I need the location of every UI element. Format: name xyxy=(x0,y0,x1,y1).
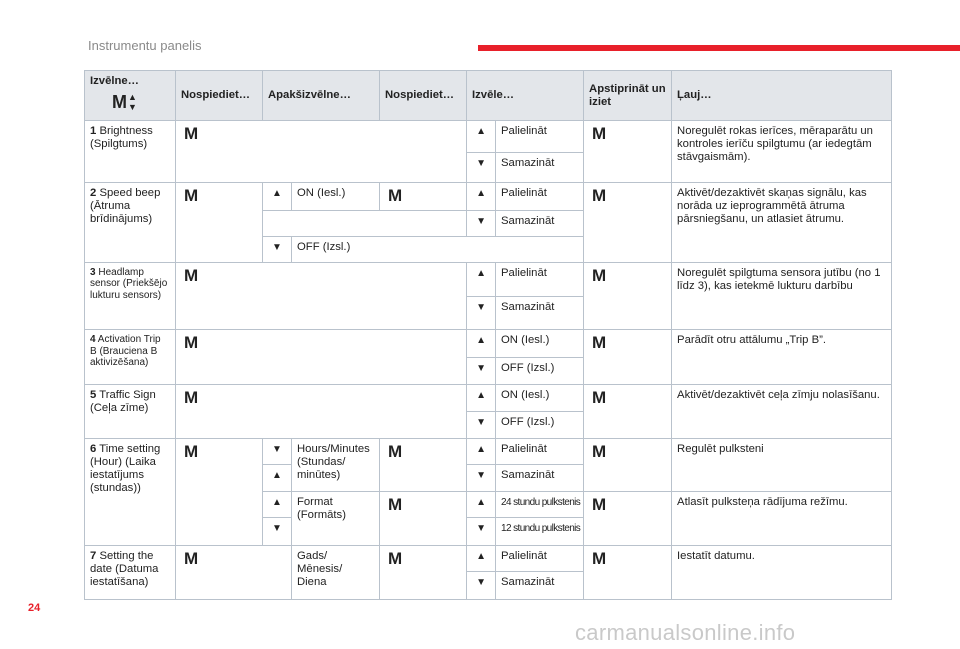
menu-item-time-setting: 6 Time setting (Hour) (Laika iestatījums (stundas)) xyxy=(85,438,176,545)
description: Noregulēt spilgtuma sensora jutību (no 1 līdz 3), kas ietekmē lukturu darbību xyxy=(672,262,892,329)
press-cell xyxy=(380,545,467,599)
table-row xyxy=(85,438,892,465)
option-label: Palielināt xyxy=(496,262,584,296)
menu-button-icon: M xyxy=(184,265,199,285)
confirm-cell xyxy=(584,385,672,438)
table-header-row xyxy=(85,71,892,121)
header-allows: Ļauj… xyxy=(672,71,892,121)
header-confirm: Apstiprināt un iziet xyxy=(584,71,672,121)
submenu-label: ON (Iesl.) xyxy=(292,183,380,211)
menu-button-icon: M xyxy=(592,265,607,285)
menu-button-icon: M xyxy=(184,441,199,461)
down-arrow-icon: ▼ xyxy=(467,152,496,183)
option-label: Samazināt xyxy=(496,152,584,183)
confirm-cell xyxy=(584,183,672,263)
up-arrow-icon: ▲ xyxy=(263,491,292,518)
description: Iestatīt datumu. xyxy=(672,545,892,599)
description: Regulēt pulksteni xyxy=(672,438,892,491)
option-label: OFF (Izsl.) xyxy=(496,412,584,439)
section-title: Instrumentu panelis xyxy=(88,38,202,53)
press-cell xyxy=(176,121,467,183)
confirm-cell xyxy=(584,262,672,329)
option-label: 24 stundu pulkstenis xyxy=(496,491,584,518)
option-label: Palielināt xyxy=(496,121,584,153)
down-arrow-icon: ▼ xyxy=(263,518,292,546)
confirm-cell xyxy=(584,438,672,491)
press-cell xyxy=(380,183,467,211)
table-row xyxy=(85,330,892,358)
submenu-label: Gads/ Mēnesis/ Diena xyxy=(292,545,380,599)
menu-button-icon: M xyxy=(388,548,403,568)
menu-button-icon: M xyxy=(184,388,199,408)
menu-button-icon: M xyxy=(592,333,607,353)
header-menu: Izvēlne… M ▲ ▼ xyxy=(85,71,176,121)
description: Aktivēt/dezaktivēt skaņas signālu, kas norāda uz ieprogrammētā ātruma pārsniegšanu, un atlasiet ātrumu. xyxy=(672,183,892,263)
menu-button-icon: M xyxy=(388,494,403,514)
menu-button-icon: M xyxy=(592,494,607,514)
description: Aktivēt/dezaktivēt ceļa zīmju nolasīšanu. xyxy=(672,385,892,438)
table-row xyxy=(85,545,892,572)
description: Parādīt otru attālumu „Trip B”. xyxy=(672,330,892,385)
down-arrow-icon: ▼ xyxy=(467,210,496,237)
header-submenu: Apakšizvēlne… xyxy=(263,71,380,121)
option-label: ON (Iesl.) xyxy=(496,385,584,412)
option-label: Palielināt xyxy=(496,183,584,211)
menu-button-icon: M xyxy=(184,186,199,206)
header-press-2: Nospiediet… xyxy=(380,71,467,121)
down-arrow-icon: ▼ xyxy=(467,465,496,492)
table-row xyxy=(85,121,892,153)
down-arrow-icon: ▼ xyxy=(467,296,496,330)
menu-item-brightness: 1 Brightness (Spilgtums) xyxy=(85,121,176,183)
description: Atlasīt pulksteņa rādījuma režīmu. xyxy=(672,491,892,545)
page-number: 24 xyxy=(28,602,41,614)
option-label: Samazināt xyxy=(496,572,584,600)
menu-button-icon: M xyxy=(184,333,199,353)
down-arrow-icon: ▼ xyxy=(467,357,496,385)
option-label: Samazināt xyxy=(496,210,584,237)
option-label: Samazināt xyxy=(496,465,584,492)
header-accent-bar xyxy=(478,45,960,51)
submenu-label: OFF (Izsl.) xyxy=(292,237,584,263)
up-arrow-icon: ▲ xyxy=(467,491,496,518)
up-arrow-icon: ▲ xyxy=(467,183,496,211)
header-select: Izvēle… xyxy=(467,71,584,121)
settings-menu-table xyxy=(84,70,892,600)
submenu-label: Format (Formāts) xyxy=(292,491,380,545)
up-arrow-icon: ▲ xyxy=(263,183,292,211)
option-label: Palielināt xyxy=(496,545,584,572)
up-arrow-icon: ▲ xyxy=(467,330,496,358)
up-arrow-icon: ▲ xyxy=(467,438,496,465)
menu-item-trip-b: 4 Activation Trip B (Brauciena B aktivizēšana) xyxy=(85,330,176,385)
up-arrow-icon: ▲ xyxy=(467,385,496,412)
menu-item-speed-beep: 2 Speed beep (Ātruma brīdinājums) xyxy=(85,183,176,263)
confirm-cell xyxy=(584,491,672,545)
menu-scroll-icon: M ▲ ▼ xyxy=(112,91,137,112)
menu-button-icon: M xyxy=(388,186,403,206)
confirm-cell xyxy=(584,121,672,183)
header-press-1: Nospiediet… xyxy=(176,71,263,121)
press-cell xyxy=(176,262,467,329)
empty-cell xyxy=(263,210,467,237)
description: Noregulēt rokas ierīces, mēraparātu un kontroles ierīču spilgtumu (ar iedegtām stāvgaismām). xyxy=(672,121,892,183)
press-cell xyxy=(176,183,263,263)
table-row xyxy=(85,262,892,296)
down-arrow-icon: ▼ xyxy=(263,237,292,263)
menu-item-headlamp-sensor: 3 Headlamp sensor (Priekšējo lukturu sensors) xyxy=(85,262,176,329)
menu-button-icon: M xyxy=(388,441,403,461)
down-arrow-icon: ▼ xyxy=(467,412,496,439)
option-label: OFF (Izsl.) xyxy=(496,357,584,385)
press-cell xyxy=(176,385,467,438)
press-cell xyxy=(176,330,467,385)
up-arrow-icon: ▲ xyxy=(263,465,292,492)
submenu-label: Hours/Minutes (Stundas/ minūtes) xyxy=(292,438,380,491)
press-cell xyxy=(380,491,467,545)
table-row xyxy=(85,385,892,412)
menu-button-icon: M xyxy=(592,388,607,408)
menu-button-icon: M xyxy=(592,186,607,206)
up-arrow-icon: ▲ xyxy=(467,262,496,296)
press-cell xyxy=(380,438,467,491)
press-cell xyxy=(176,438,263,545)
option-label: 12 stundu pulkstenis xyxy=(496,518,584,546)
option-label: ON (Iesl.) xyxy=(496,330,584,358)
up-arrow-icon: ▲ xyxy=(467,121,496,153)
confirm-cell xyxy=(584,545,672,599)
menu-button-icon: M xyxy=(592,548,607,568)
menu-item-traffic-sign: 5 Traffic Sign (Ceļa zīme) xyxy=(85,385,176,438)
option-label: Palielināt xyxy=(496,438,584,465)
down-arrow-icon: ▼ xyxy=(263,438,292,465)
confirm-cell xyxy=(584,330,672,385)
watermark: carmanualsonline.info xyxy=(575,620,796,645)
option-label: Samazināt xyxy=(496,296,584,330)
press-cell xyxy=(176,545,292,599)
menu-button-icon: M xyxy=(592,124,607,143)
up-arrow-icon: ▲ xyxy=(467,545,496,572)
menu-button-icon: M xyxy=(184,124,199,143)
menu-button-icon: M xyxy=(592,441,607,461)
down-arrow-icon: ▼ xyxy=(467,518,496,546)
down-arrow-icon: ▼ xyxy=(467,572,496,600)
menu-button-icon: M xyxy=(184,548,199,568)
table-row xyxy=(85,183,892,211)
menu-item-date-setting: 7 Setting the date (Datuma iestatīšana) xyxy=(85,545,176,599)
